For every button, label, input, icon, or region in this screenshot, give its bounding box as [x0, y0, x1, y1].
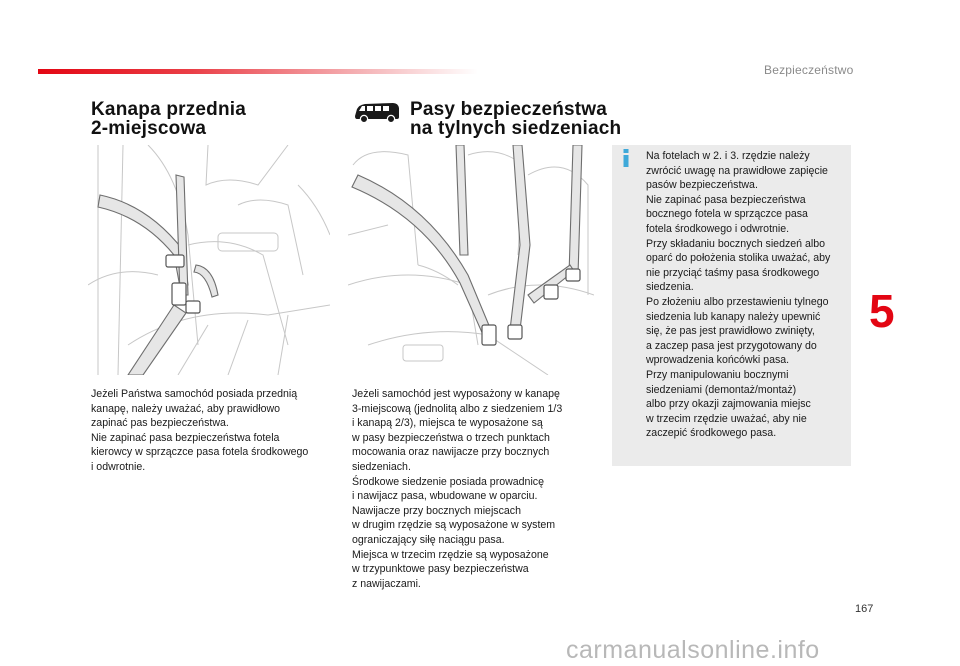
rear-belts-text: Jeżeli samochód jest wyposażony w kanapę 3-miejscową (jednolitą albo z siedzeniem 1/3 i kanapą 2/3), miejsca te wyposażone są w pasy bezpieczeństwa o trzech punktach mocowania oraz nawijacze przy bocznych siedzeniach. Środkowe siedzenie posiada prowadnicę i nawijacz pasa, wbudowane w oparciu. Nawijacze przy bocznych miejscach w drugim rzędzie są wyposażone w system ograniczający siłę naciągu pasa. Miejsca w trzecim rzędzie są wyposażone w trzypunktowe pasy bezpieczeństwa z nawijaczami.	[352, 388, 563, 590]
van-icon	[353, 100, 401, 124]
front-bench-text: Jeżeli Państwa samochód posiada przednią kanapę, należy uważać, aby prawidłowo zapinać pas bezpieczeństwa. Nie zapinać pasa bezpieczeństwa fotela kierowcy w sprzączce pasa fotela środkowego i odwrotnie.	[91, 388, 309, 473]
page-number: 167	[855, 603, 874, 615]
front-bench-heading-line2: 2-miejscowa	[91, 118, 207, 139]
section-title: Bezpieczeństwo	[764, 63, 854, 77]
rear-belts-heading-line2: na tylnych siedzeniach	[410, 118, 622, 139]
front-bench-seatbelt-illustration	[88, 145, 330, 375]
rear-belts-heading-line1: Pasy bezpieczeństwa	[410, 99, 608, 120]
front-bench-heading-line1: Kanapa przednia	[91, 99, 247, 120]
info-box-text: Na fotelach w 2. i 3. rzędzie należy zwrócić uwagę na prawidłowe zapięcie pasów bezpieczeństwa. Nie zapinać pasa bezpieczeństwa bocznego fotela w sprzączce pasa fotela środkowego i odwrotnie. Przy składaniu bocznych siedzeń albo oparć do położenia stolika uważać, aby nie przyciąć taśmy pasa środkowego siedzenia. Po złożeniu albo przestawieniu tylnego siedzenia lub kanapy należy upewnić się, że pas jest prawidłowo zwinięty, a zaczep pasa jest przygotowany do wprowadzenia końcówki pasa. Przy manipulowaniu bocznymi siedzeniami (demontaż/montaż) albo przy okazji zajmowania miejsc w trzecim rzędzie uważać, aby nie zaczepić środkowego pasa.	[646, 150, 831, 440]
front-bench-heading	[91, 100, 246, 138]
header-accent-bar	[38, 69, 478, 74]
info-icon	[621, 149, 631, 167]
rear-seats-seatbelt-illustration	[348, 145, 594, 375]
chapter-number: 5	[869, 285, 895, 337]
rear-belts-heading	[410, 100, 621, 138]
watermark: carmanualsonline.info	[566, 636, 820, 664]
